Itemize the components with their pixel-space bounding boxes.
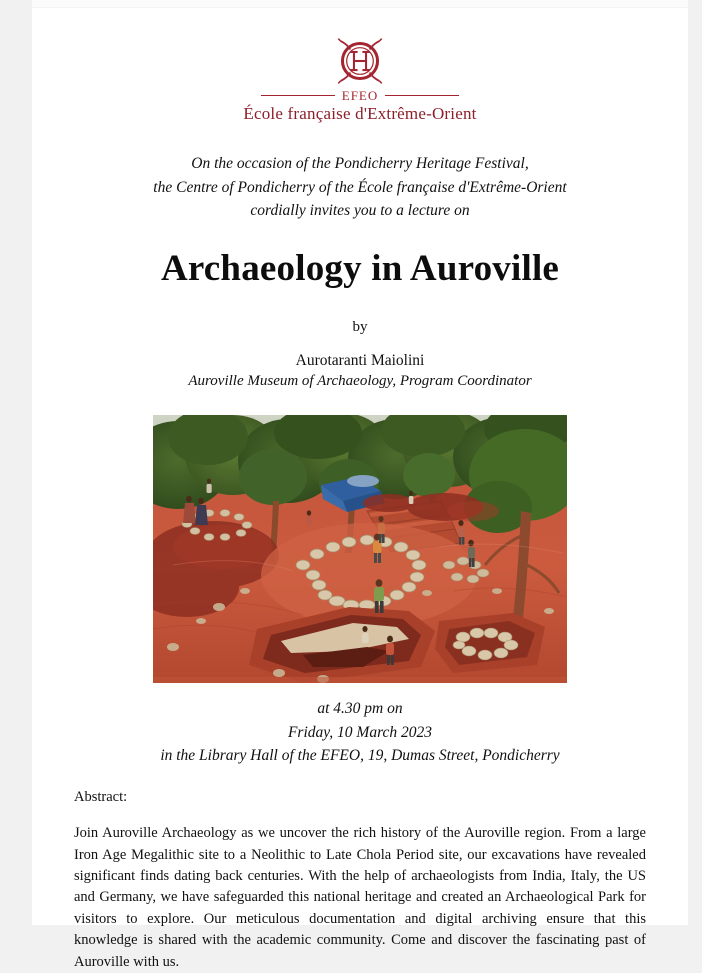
by-label: by bbox=[352, 319, 368, 336]
efeo-acronym: EFEO bbox=[341, 88, 379, 103]
invitation-block bbox=[32, 152, 688, 223]
efeo-full-name: École française d'Extrême-Orient bbox=[243, 104, 477, 123]
abstract-section bbox=[32, 789, 688, 973]
lecture-title: Archaeology in Auroville bbox=[160, 247, 560, 289]
invitation-line-2: the Centre of Pondicherry of the École française d'Extrême-Orient bbox=[153, 178, 567, 196]
event-date: Friday, 10 March 2023 bbox=[287, 723, 433, 741]
efeo-acronym-row bbox=[32, 89, 688, 102]
event-details-block bbox=[32, 697, 688, 767]
event-time: at 4.30 pm on bbox=[317, 700, 403, 718]
invitation-line-3: cordially invites you to a lecture on bbox=[250, 202, 470, 220]
letterhead bbox=[32, 8, 688, 124]
rule-left bbox=[261, 95, 335, 96]
excavation-photo-container bbox=[153, 415, 567, 683]
speaker-name: Aurotaranti Maiolini bbox=[295, 352, 425, 370]
rule-right bbox=[385, 95, 459, 96]
page-top-edge bbox=[32, 0, 688, 8]
efeo-circular-monogram-logo bbox=[329, 35, 391, 87]
abstract-label: Abstract: bbox=[74, 789, 128, 806]
speaker-role: Auroville Museum of Archaeology, Program Coordinator bbox=[188, 373, 532, 390]
abstract-text: Join Auroville Archaeology as we uncover the rich history of the Auroville region. From a large Iron Age Megalithic site to a Neolithic to Late Chola Period site, our excavations have revealed significant finds dating back centuries. With the help of archaeologists from India, Italy, the US and Germany, we have safeguarded this national heritage and created an Archaeological Park for visitors to explore. Our meticulous documentation and digital archiving ensure that this knowledge is shared with the academic community. Come and discover the fascinating past of Auroville with us. bbox=[74, 825, 646, 970]
archaeological-excavation-site-photo bbox=[153, 415, 567, 683]
invitation-line-1: On the occasion of the Pondicherry Heritage Festival, bbox=[191, 155, 529, 172]
document-page bbox=[32, 0, 688, 970]
event-venue: in the Library Hall of the EFEO, 19, Dumas Street, Pondicherry bbox=[160, 746, 560, 764]
